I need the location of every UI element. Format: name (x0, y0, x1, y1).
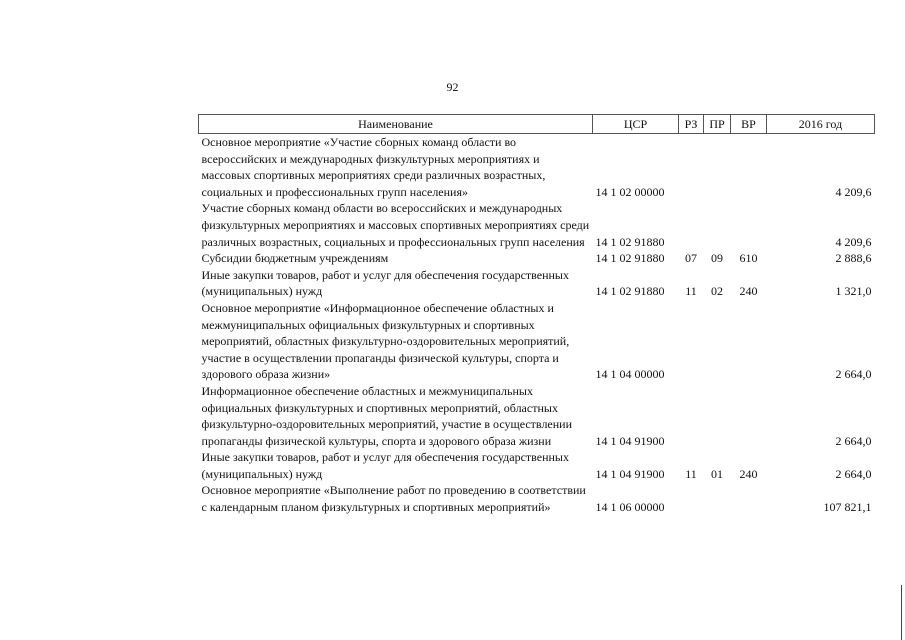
row-name: Основное мероприятие «Выполнение работ по проведению в соответствии с календарным планом физкультурных и спортивных мероприятий» (201, 483, 586, 515)
row-pr: 09 (711, 251, 723, 266)
row-csr: 14 1 06 00000 (595, 500, 665, 515)
table-row (199, 134, 875, 201)
row-amount: 4 209,6 (835, 184, 872, 199)
row-rz: 11 (685, 466, 697, 481)
row-name: Участие сборных команд области во всероссийских и международных физкультурных мероприятиях и массовых спортивных мероприятиях среди различных возрастных, социальных и профессиональных групп населения (201, 201, 590, 249)
column-header-csr: ЦСР (593, 115, 679, 134)
page-number: 92 (446, 80, 459, 94)
row-amount: 2 664,0 (835, 367, 872, 382)
row-amount: 1 321,0 (835, 284, 872, 299)
table-row (199, 383, 875, 449)
row-csr: 14 1 04 91900 (595, 466, 665, 481)
row-vr (731, 134, 767, 201)
row-pr (704, 383, 731, 449)
row-pr: 02 (711, 284, 723, 299)
row-name: Иные закупки товаров, работ и услуг для обеспечения государственных (муниципальных) нужд (201, 450, 569, 481)
row-rz (679, 300, 704, 383)
row-rz (679, 200, 704, 250)
row-rz: 11 (685, 284, 697, 299)
table-row (199, 482, 875, 515)
row-amount: 2 888,6 (835, 251, 872, 266)
table-row (199, 449, 875, 482)
row-csr: 14 1 02 91880 (595, 234, 665, 249)
row-csr: 14 1 02 91880 (595, 284, 665, 299)
column-header-vr: ВР (731, 115, 767, 134)
row-csr: 14 1 02 00000 (595, 184, 665, 199)
row-csr: 14 1 04 00000 (595, 367, 665, 382)
row-vr (731, 300, 767, 383)
row-vr (731, 200, 767, 250)
row-name: Информационное обеспечение областных и межмуниципальных официальных физкультурных и спортивных мероприятий, областных физкультурно-оздоровительных мероприятий, участие в осуществлении пропаганды физической культуры, спорта и здорового образа жизни (201, 383, 573, 448)
table-row (199, 267, 875, 300)
row-pr (704, 134, 731, 201)
row-amount: 107 821,1 (823, 500, 872, 515)
row-name: Иные закупки товаров, работ и услуг для обеспечения государственных (муниципальных) нужд (201, 267, 569, 299)
row-csr: 14 1 02 91880 (595, 251, 665, 266)
row-rz (679, 482, 704, 515)
row-vr (731, 482, 767, 515)
row-pr (704, 482, 731, 515)
column-header-name: Наименование (199, 115, 593, 134)
table-row (199, 250, 875, 267)
row-vr (731, 383, 767, 449)
table-row (199, 200, 875, 250)
row-pr (704, 200, 731, 250)
row-csr: 14 1 04 91900 (595, 433, 665, 448)
budget-table (198, 114, 875, 516)
row-amount: 4 209,6 (835, 234, 872, 249)
row-vr: 240 (739, 466, 758, 481)
row-name: Основное мероприятие «Информационное обеспечение областных и межмуниципальных официальных физкультурных и спортивных мероприятий, областных физкультурно-оздоровительных мероприятий, участие в осуществлении пропаганды физической культуры, спорта и здорового образа жизни» (201, 300, 570, 382)
table-row (199, 300, 875, 383)
scan-edge-line (901, 585, 902, 640)
column-header-rz: РЗ (679, 115, 704, 134)
row-rz (679, 134, 704, 201)
row-rz (679, 383, 704, 449)
row-rz: 07 (685, 251, 697, 266)
row-pr (704, 300, 731, 383)
column-header-amount: 2016 год (767, 115, 875, 134)
row-vr: 240 (739, 284, 758, 299)
row-amount: 2 664,0 (835, 466, 872, 481)
column-header-pr: ПР (704, 115, 731, 134)
row-name: Основное мероприятие «Участие сборных команд области во всероссийских и международных физкультурных мероприятиях и массовых спортивных мероприятиях среди различных возрастных, социальных и профессиональных групп населения» (201, 135, 546, 199)
row-pr: 01 (711, 466, 723, 481)
table-header-row (199, 115, 875, 134)
row-vr: 610 (739, 251, 758, 266)
row-amount: 2 664,0 (835, 433, 872, 448)
row-name: Субсидии бюджетным учреждениям (201, 251, 389, 266)
